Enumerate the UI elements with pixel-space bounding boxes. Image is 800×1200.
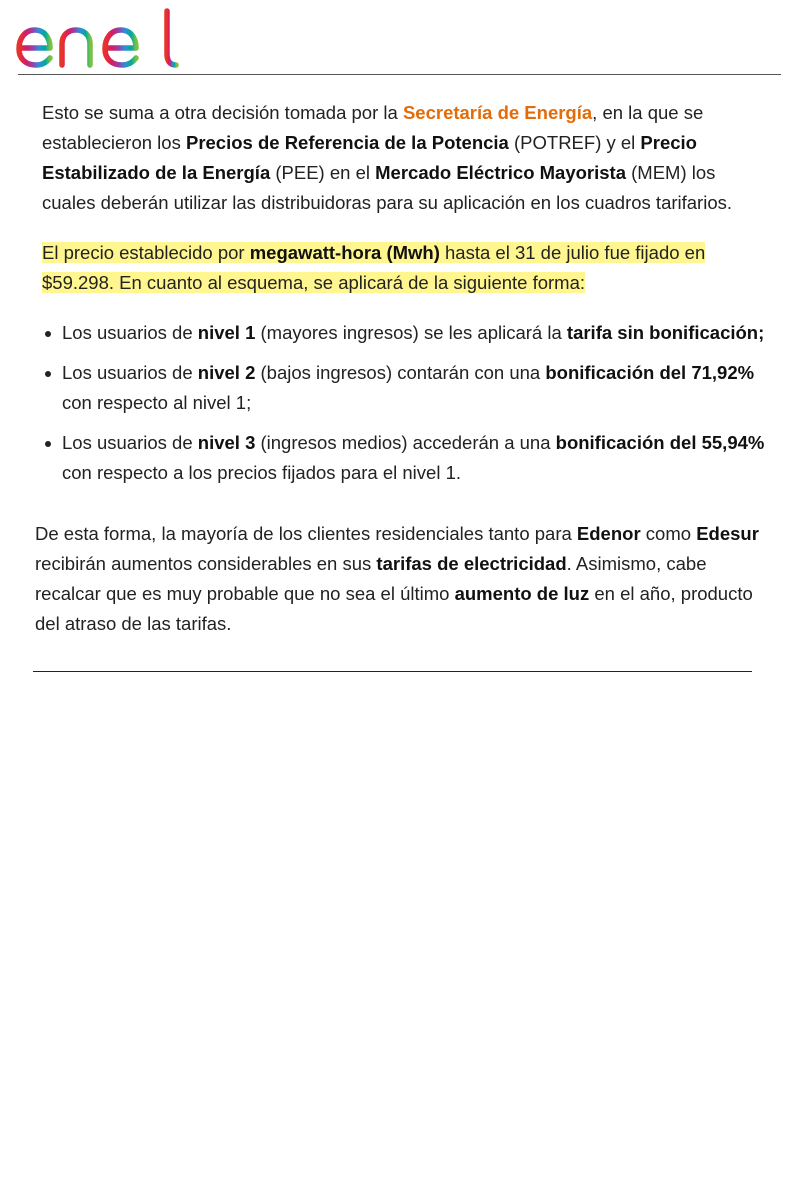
paragraph-intro (42, 98, 762, 218)
text: (POTREF) y el (508, 132, 641, 153)
bold-text: aumento de luz (454, 583, 590, 604)
bold-text: Mercado Eléctrico Mayorista (375, 162, 626, 183)
text: Esto se suma a otra decisión tomada por la (42, 102, 403, 123)
bold-text: tarifas de electricidad (376, 553, 567, 574)
list-item (42, 318, 772, 348)
paragraph-conclusion (35, 519, 770, 639)
site-header (0, 0, 800, 76)
enel-logo[interactable] (16, 8, 180, 70)
text: con respecto a los precios fijados para el nivel 1. (62, 462, 461, 483)
text: en el año, producto del atraso de las tarifas. (35, 583, 753, 634)
bold-text: nivel 2 (197, 362, 256, 383)
text: El precio establecido por (42, 242, 250, 263)
text: (PEE) en el (270, 162, 376, 183)
bold-text: Precio Estabilizado de la Energía (42, 132, 697, 183)
bold-text: Edesur (696, 523, 759, 544)
text: . Asimismo, cabe recalcar que es muy probable que no sea el último (35, 553, 707, 604)
paragraph-highlighted (42, 238, 762, 298)
article-end-divider (33, 671, 752, 672)
text: hasta el 31 de julio fue fijado en $59.298. En cuanto al esquema, se aplicará de la siguiente forma: (42, 242, 706, 293)
text: Los usuarios de (62, 322, 198, 343)
list-item (42, 358, 772, 418)
text: como (640, 523, 697, 544)
list-item (42, 428, 772, 488)
text: con respecto al nivel 1; (62, 392, 252, 413)
secretaria-energia-link[interactable]: Secretaría de Energía (402, 102, 593, 123)
text: recibirán aumentos considerables en sus (35, 553, 377, 574)
bold-text: megawatt-hora (Mwh) (249, 242, 440, 263)
bold-text: bonificación del 71,92% (545, 362, 755, 383)
text: De esta forma, la mayoría de los clientes residenciales tanto para (35, 523, 577, 544)
text: Los usuarios de (62, 432, 198, 453)
bold-text: nivel 3 (197, 432, 256, 453)
tariff-levels-list (42, 318, 772, 498)
highlighted-text (42, 242, 705, 293)
header-divider (18, 74, 781, 75)
text: Los usuarios de (62, 362, 198, 383)
bold-text: Edenor (576, 523, 641, 544)
text: (bajos ingresos) contarán con una (255, 362, 546, 383)
text: (ingresos medios) accederán a una (255, 432, 556, 453)
bold-text: bonificación del 55,94% (555, 432, 765, 453)
text: (MEM) los cuales deberán utilizar las distribuidoras para su aplicación en los cuadros tarifarios. (42, 162, 733, 213)
text: , en la que se establecieron los (42, 102, 704, 153)
bold-text: Precios de Referencia de la Potencia (185, 132, 509, 153)
bold-text: tarifa sin bonificación; (566, 322, 765, 343)
bold-text: nivel 1 (197, 322, 256, 343)
text: (mayores ingresos) se les aplicará la (255, 322, 567, 343)
